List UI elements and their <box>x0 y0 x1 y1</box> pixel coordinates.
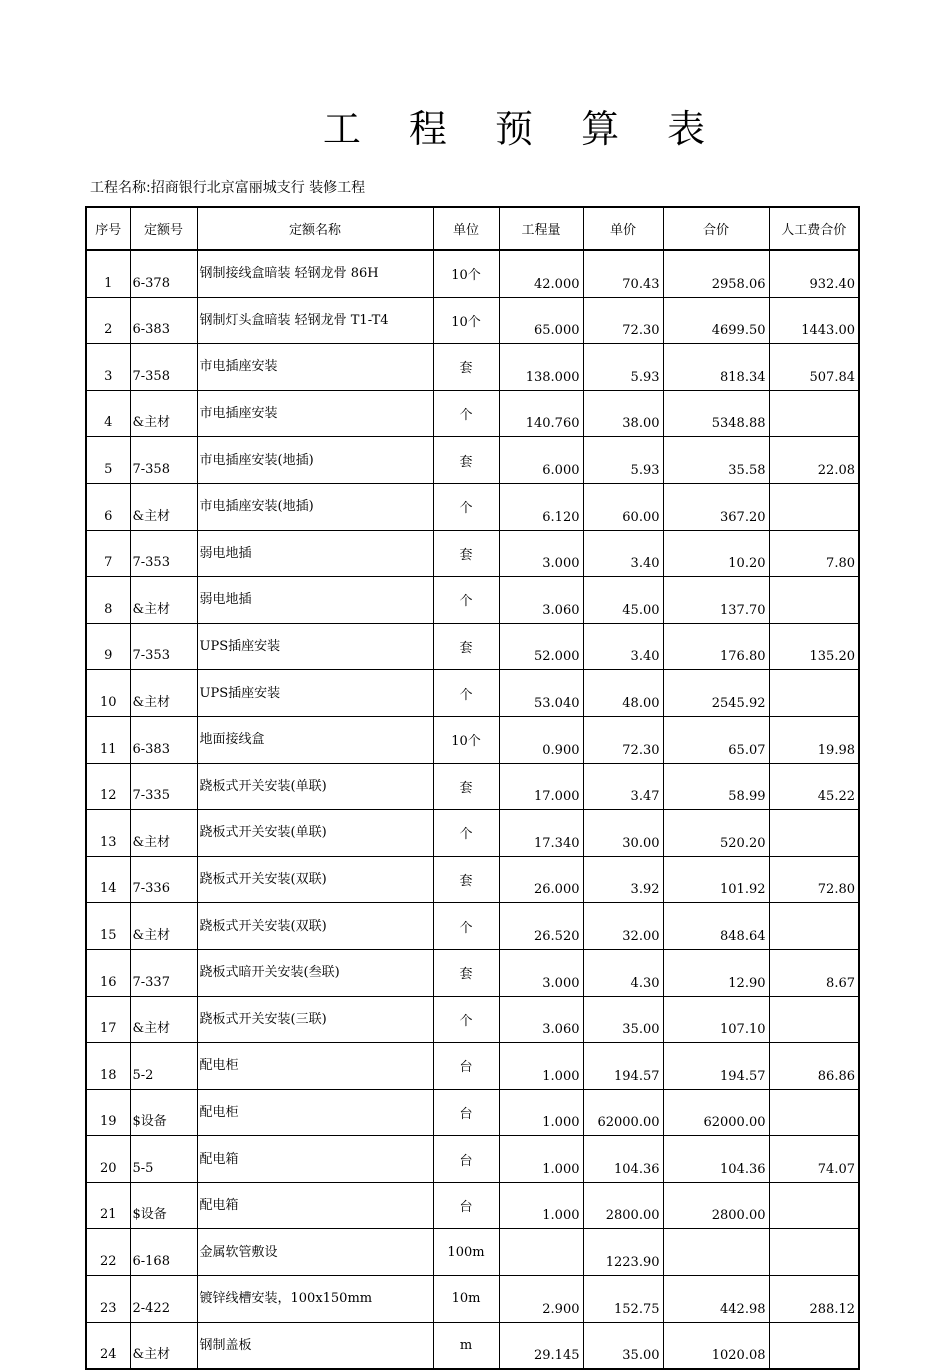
quota-name-cell: 跷板式开关安装(双联) <box>197 856 433 903</box>
quantity-cell: 138.000 <box>499 344 583 391</box>
labor-total-cell: 86.86 <box>769 1043 859 1090</box>
quantity-cell: 26.520 <box>499 903 583 950</box>
labor-total-cell <box>769 810 859 857</box>
labor-total-cell: 22.08 <box>769 437 859 484</box>
header-unit-price: 单价 <box>583 207 663 250</box>
unit-price-cell: 5.93 <box>583 344 663 391</box>
unit-price-cell: 38.00 <box>583 390 663 437</box>
quota-code-cell: 6-168 <box>130 1229 197 1276</box>
unit-cell: 10个 <box>433 297 499 344</box>
total-price-cell: 4699.50 <box>663 297 769 344</box>
unit-price-cell: 60.00 <box>583 483 663 530</box>
labor-total-cell <box>769 1322 859 1369</box>
labor-total-cell: 19.98 <box>769 716 859 763</box>
quota-name-cell: 跷板式开关安装(三联) <box>197 996 433 1043</box>
header-code: 定额号 <box>130 207 197 250</box>
unit-cell: 10m <box>433 1276 499 1323</box>
quota-name-cell: 配电箱 <box>197 1182 433 1229</box>
quantity-cell: 1.000 <box>499 1182 583 1229</box>
header-name: 定额名称 <box>197 207 433 250</box>
header-unit: 单位 <box>433 207 499 250</box>
quantity-cell: 3.000 <box>499 949 583 996</box>
budget-table <box>85 206 860 1370</box>
row-number-cell: 23 <box>86 1276 130 1323</box>
quantity-cell: 17.000 <box>499 763 583 810</box>
quota-name-cell: 钢制接线盒暗装 轻钢龙骨 86H <box>197 250 433 297</box>
unit-cell: 套 <box>433 763 499 810</box>
table-row <box>86 297 859 344</box>
total-price-cell: 176.80 <box>663 623 769 670</box>
quota-code-cell: &主材 <box>130 810 197 857</box>
unit-price-cell: 62000.00 <box>583 1089 663 1136</box>
total-price-cell: 5348.88 <box>663 390 769 437</box>
row-number-cell: 10 <box>86 670 130 717</box>
quantity-cell: 26.000 <box>499 856 583 903</box>
total-price-cell: 12.90 <box>663 949 769 996</box>
quota-code-cell: &主材 <box>130 483 197 530</box>
total-price-cell: 35.58 <box>663 437 769 484</box>
row-number-cell: 18 <box>86 1043 130 1090</box>
table-row <box>86 1136 859 1183</box>
table-row <box>86 577 859 624</box>
unit-cell: 100m <box>433 1229 499 1276</box>
table-row <box>86 1043 859 1090</box>
quota-name-cell: 跷板式开关安装(单联) <box>197 810 433 857</box>
project-name: 工程名称:招商银行北京富丽城支行 装修工程 <box>90 180 366 196</box>
table-row <box>86 716 859 763</box>
quantity-cell: 1.000 <box>499 1043 583 1090</box>
total-price-cell: 107.10 <box>663 996 769 1043</box>
quantity-cell: 2.900 <box>499 1276 583 1323</box>
table-row <box>86 1276 859 1323</box>
unit-cell: 套 <box>433 437 499 484</box>
labor-total-cell <box>769 1229 859 1276</box>
quota-name-cell: 弱电地插 <box>197 577 433 624</box>
unit-cell: 个 <box>433 483 499 530</box>
table-row <box>86 670 859 717</box>
table-row <box>86 996 859 1043</box>
total-price-cell <box>663 1229 769 1276</box>
row-number-cell: 14 <box>86 856 130 903</box>
row-number-cell: 2 <box>86 297 130 344</box>
document-title: 工 程 预 算 表 <box>322 107 724 151</box>
unit-price-cell: 194.57 <box>583 1043 663 1090</box>
unit-price-cell: 104.36 <box>583 1136 663 1183</box>
quantity-cell: 53.040 <box>499 670 583 717</box>
quota-name-cell: 钢制灯头盒暗装 轻钢龙骨 T1-T4 <box>197 297 433 344</box>
quantity-cell: 29.145 <box>499 1322 583 1369</box>
quantity-cell: 52.000 <box>499 623 583 670</box>
unit-cell: 个 <box>433 390 499 437</box>
unit-price-cell: 3.47 <box>583 763 663 810</box>
unit-price-cell: 70.43 <box>583 250 663 297</box>
quota-code-cell: 7-358 <box>130 437 197 484</box>
quantity-cell: 1.000 <box>499 1136 583 1183</box>
quantity-cell: 6.120 <box>499 483 583 530</box>
row-number-cell: 20 <box>86 1136 130 1183</box>
quota-code-cell: $设备 <box>130 1089 197 1136</box>
quota-name-cell: 金属软管敷设 <box>197 1229 433 1276</box>
unit-price-cell: 1223.90 <box>583 1229 663 1276</box>
quota-code-cell: 6-378 <box>130 250 197 297</box>
unit-cell: 套 <box>433 344 499 391</box>
labor-total-cell: 45.22 <box>769 763 859 810</box>
table-row <box>86 1229 859 1276</box>
quota-code-cell: 7-353 <box>130 530 197 577</box>
unit-price-cell: 2800.00 <box>583 1182 663 1229</box>
quota-code-cell: 5-2 <box>130 1043 197 1090</box>
quantity-cell: 3.060 <box>499 577 583 624</box>
total-price-cell: 520.20 <box>663 810 769 857</box>
unit-cell: 个 <box>433 577 499 624</box>
table-row <box>86 1322 859 1369</box>
unit-cell: 台 <box>433 1182 499 1229</box>
unit-price-cell: 48.00 <box>583 670 663 717</box>
table-row <box>86 483 859 530</box>
quota-name-cell: 弱电地插 <box>197 530 433 577</box>
labor-total-cell: 932.40 <box>769 250 859 297</box>
unit-cell: 套 <box>433 949 499 996</box>
table-row <box>86 530 859 577</box>
labor-total-cell: 8.67 <box>769 949 859 996</box>
table-row <box>86 949 859 996</box>
row-number-cell: 13 <box>86 810 130 857</box>
header-no: 序号 <box>86 207 130 250</box>
unit-price-cell: 35.00 <box>583 996 663 1043</box>
table-row <box>86 856 859 903</box>
labor-total-cell <box>769 903 859 950</box>
unit-cell: 台 <box>433 1089 499 1136</box>
labor-total-cell: 72.80 <box>769 856 859 903</box>
row-number-cell: 8 <box>86 577 130 624</box>
labor-total-cell: 74.07 <box>769 1136 859 1183</box>
quota-code-cell: 6-383 <box>130 716 197 763</box>
labor-total-cell <box>769 483 859 530</box>
total-price-cell: 62000.00 <box>663 1089 769 1136</box>
table-row <box>86 1089 859 1136</box>
row-number-cell: 5 <box>86 437 130 484</box>
quota-name-cell: 配电柜 <box>197 1043 433 1090</box>
quantity-cell: 3.000 <box>499 530 583 577</box>
quota-code-cell: 2-422 <box>130 1276 197 1323</box>
total-price-cell: 367.20 <box>663 483 769 530</box>
table-row <box>86 623 859 670</box>
labor-total-cell <box>769 1182 859 1229</box>
unit-price-cell: 5.93 <box>583 437 663 484</box>
total-price-cell: 818.34 <box>663 344 769 391</box>
unit-price-cell: 30.00 <box>583 810 663 857</box>
quantity-cell: 6.000 <box>499 437 583 484</box>
quota-code-cell: 6-383 <box>130 297 197 344</box>
quantity-cell: 140.760 <box>499 390 583 437</box>
quota-name-cell: 市电插座安装 <box>197 344 433 391</box>
table-row <box>86 344 859 391</box>
quota-name-cell: 镀锌线槽安装，100x150mm <box>197 1276 433 1323</box>
table-row <box>86 390 859 437</box>
unit-price-cell: 3.92 <box>583 856 663 903</box>
unit-cell: 10个 <box>433 250 499 297</box>
labor-total-cell: 7.80 <box>769 530 859 577</box>
total-price-cell: 194.57 <box>663 1043 769 1090</box>
unit-cell: m <box>433 1322 499 1369</box>
unit-cell: 套 <box>433 856 499 903</box>
total-price-cell: 104.36 <box>663 1136 769 1183</box>
unit-cell: 台 <box>433 1043 499 1090</box>
labor-total-cell: 135.20 <box>769 623 859 670</box>
header-labor-total: 人工费合价 <box>769 207 859 250</box>
quantity-cell <box>499 1229 583 1276</box>
quantity-cell: 17.340 <box>499 810 583 857</box>
header-row <box>86 207 859 250</box>
row-number-cell: 4 <box>86 390 130 437</box>
total-price-cell: 848.64 <box>663 903 769 950</box>
unit-price-cell: 3.40 <box>583 623 663 670</box>
table-row <box>86 903 859 950</box>
quota-name-cell: 配电柜 <box>197 1089 433 1136</box>
quota-code-cell: &主材 <box>130 996 197 1043</box>
row-number-cell: 9 <box>86 623 130 670</box>
header-total: 合价 <box>663 207 769 250</box>
row-number-cell: 17 <box>86 996 130 1043</box>
row-number-cell: 22 <box>86 1229 130 1276</box>
total-price-cell: 10.20 <box>663 530 769 577</box>
quota-name-cell: 市电插座安装 <box>197 390 433 437</box>
quota-name-cell: 跷板式暗开关安装(叁联) <box>197 949 433 996</box>
quota-name-cell: 钢制盖板 <box>197 1322 433 1369</box>
row-number-cell: 12 <box>86 763 130 810</box>
total-price-cell: 1020.08 <box>663 1322 769 1369</box>
quota-code-cell: 7-353 <box>130 623 197 670</box>
quota-name-cell: 市电插座安装(地插) <box>197 437 433 484</box>
table-row <box>86 763 859 810</box>
unit-cell: 个 <box>433 810 499 857</box>
unit-cell: 个 <box>433 670 499 717</box>
table-row <box>86 250 859 297</box>
quota-code-cell: 7-336 <box>130 856 197 903</box>
row-number-cell: 7 <box>86 530 130 577</box>
quota-code-cell: 7-335 <box>130 763 197 810</box>
quantity-cell: 0.900 <box>499 716 583 763</box>
quantity-cell: 42.000 <box>499 250 583 297</box>
labor-total-cell <box>769 1089 859 1136</box>
labor-total-cell <box>769 996 859 1043</box>
row-number-cell: 21 <box>86 1182 130 1229</box>
header-quantity: 工程量 <box>499 207 583 250</box>
unit-cell: 10个 <box>433 716 499 763</box>
unit-cell: 个 <box>433 903 499 950</box>
unit-price-cell: 35.00 <box>583 1322 663 1369</box>
unit-price-cell: 152.75 <box>583 1276 663 1323</box>
row-number-cell: 1 <box>86 250 130 297</box>
quota-code-cell: &主材 <box>130 1322 197 1369</box>
labor-total-cell <box>769 577 859 624</box>
total-price-cell: 101.92 <box>663 856 769 903</box>
quantity-cell: 1.000 <box>499 1089 583 1136</box>
quota-name-cell: 地面接线盒 <box>197 716 433 763</box>
quota-code-cell: $设备 <box>130 1182 197 1229</box>
quota-code-cell: &主材 <box>130 903 197 950</box>
quota-code-cell: &主材 <box>130 390 197 437</box>
quantity-cell: 3.060 <box>499 996 583 1043</box>
row-number-cell: 15 <box>86 903 130 950</box>
unit-price-cell: 32.00 <box>583 903 663 950</box>
quota-name-cell: 配电箱 <box>197 1136 433 1183</box>
row-number-cell: 24 <box>86 1322 130 1369</box>
quota-code-cell: 5-5 <box>130 1136 197 1183</box>
labor-total-cell <box>769 390 859 437</box>
quota-name-cell: UPS插座安装 <box>197 670 433 717</box>
labor-total-cell: 288.12 <box>769 1276 859 1323</box>
labor-total-cell <box>769 670 859 717</box>
unit-cell: 套 <box>433 530 499 577</box>
labor-total-cell: 507.84 <box>769 344 859 391</box>
row-number-cell: 11 <box>86 716 130 763</box>
total-price-cell: 137.70 <box>663 577 769 624</box>
row-number-cell: 3 <box>86 344 130 391</box>
total-price-cell: 2958.06 <box>663 250 769 297</box>
row-number-cell: 19 <box>86 1089 130 1136</box>
quota-code-cell: 7-337 <box>130 949 197 996</box>
unit-price-cell: 4.30 <box>583 949 663 996</box>
total-price-cell: 2800.00 <box>663 1182 769 1229</box>
unit-cell: 套 <box>433 623 499 670</box>
quota-name-cell: 跷板式开关安装(双联) <box>197 903 433 950</box>
quota-name-cell: 市电插座安装(地插) <box>197 483 433 530</box>
row-number-cell: 16 <box>86 949 130 996</box>
table-row <box>86 437 859 484</box>
unit-cell: 个 <box>433 996 499 1043</box>
quota-code-cell: &主材 <box>130 670 197 717</box>
unit-price-cell: 72.30 <box>583 297 663 344</box>
row-number-cell: 6 <box>86 483 130 530</box>
table-row <box>86 810 859 857</box>
table-row <box>86 1182 859 1229</box>
unit-price-cell: 72.30 <box>583 716 663 763</box>
quota-code-cell: &主材 <box>130 577 197 624</box>
total-price-cell: 2545.92 <box>663 670 769 717</box>
total-price-cell: 65.07 <box>663 716 769 763</box>
labor-total-cell: 1443.00 <box>769 297 859 344</box>
total-price-cell: 58.99 <box>663 763 769 810</box>
unit-price-cell: 3.40 <box>583 530 663 577</box>
total-price-cell: 442.98 <box>663 1276 769 1323</box>
unit-price-cell: 45.00 <box>583 577 663 624</box>
unit-cell: 台 <box>433 1136 499 1183</box>
quota-name-cell: 跷板式开关安装(单联) <box>197 763 433 810</box>
quantity-cell: 65.000 <box>499 297 583 344</box>
quota-name-cell: UPS插座安装 <box>197 623 433 670</box>
quota-code-cell: 7-358 <box>130 344 197 391</box>
